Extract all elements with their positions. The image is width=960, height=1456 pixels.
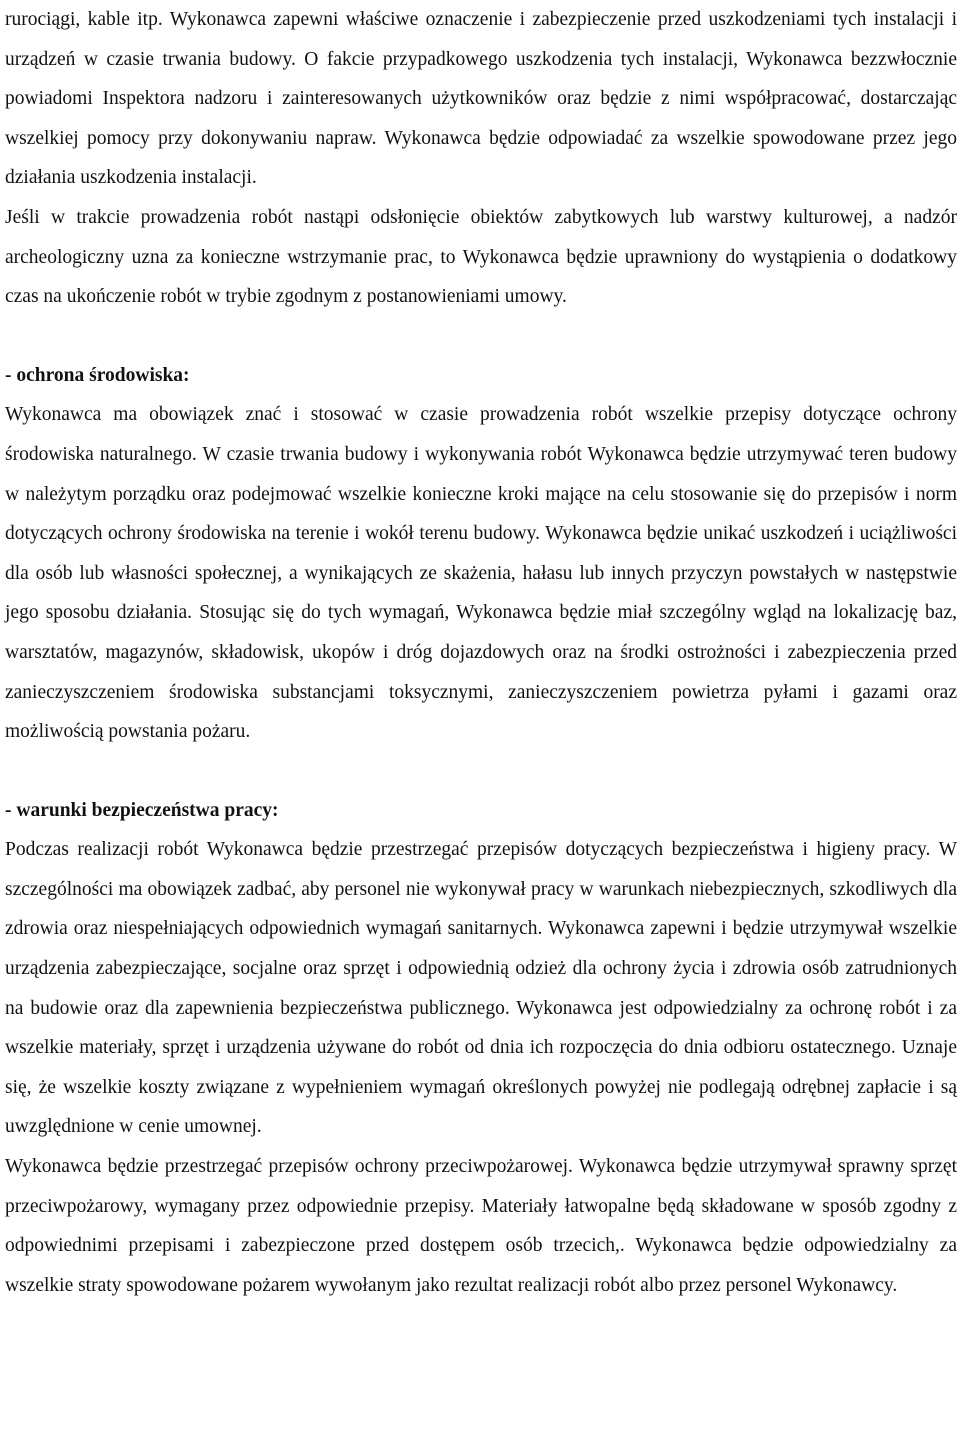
section-spacer [5,317,957,356]
paragraph-fire-protection: Wykonawca będzie przestrzegać przepisów ochrony przeciwpożarowej. Wykonawca będzie utrzymywał sprawny sprzęt przeciwpożarowy, wymagany przez odpowiednie przepisy. Materiały łatwopalne będą składowane w sposób zgodny z odpowiednimi przepisami i zabezpieczone przed dostępem osób trzecich,. Wykonawca będzie odpowiedzialny za wszelkie straty spowodowane pożarem wywołanym jako rezultat realizacji robót albo przez personel Wykonawcy. [5,1156,957,1296]
heading-work-safety: - warunki bezpieczeństwa pracy: [5,799,279,821]
section-spacer [5,752,957,791]
paragraph-utilities-damage: rurociągi, kable itp. Wykonawca zapewni właściwe oznaczenie i zabezpieczenie przed uszkodzeniami tych instalacji i urządzeń w czasie trwania budowy. O fakcie przypadkowego uszkodzenia tych instalacji, Wykonawca bezzwłocznie powiadomi Inspektora nadzoru i zainteresowanych użytkowników oraz będzie z nimi współpracować, dostarczając wszelkiej pomocy przy dokonywaniu napraw. Wykonawca będzie odpowiadać za wszelkie spowodowane przez jego działania uszkodzenia instalacji. [5,9,957,189]
paragraph-work-safety: Podczas realizacji robót Wykonawca będzie przestrzegać przepisów dotyczących bezpieczeństwa i higieny pracy. W szczególności ma obowiązek zadbać, aby personel nie wykonywał pracy w warunkach niebezpiecznych, szkodliwych dla zdrowia oraz niespełniających odpowiednich wymagań sanitarnych. Wykonawca zapewni i będzie utrzymywał wszelkie urządzenia zabezpieczające, socjalne oraz sprzęt i odpowiednią odzież dla ochrony życia i zdrowia osób zatrudnionych na budowie oraz dla zapewnienia bezpieczeństwa publicznego. Wykonawca jest odpowiedzialny za ochronę robót i za wszelkie materiały, sprzęt i urządzenia używane do robót od dnia ich rozpoczęcia do dnia odbioru ostatecznego. Uznaje się, że wszelkie koszty związane z wypełnieniem wymagań określonych powyżej nie podlegają odrębnej zapłacie i są uwzględnione w cenie umownej. [5,839,957,1138]
document-page [5,0,957,1305]
paragraph-environmental-protection: Wykonawca ma obowiązek znać i stosować w czasie prowadzenia robót wszelkie przepisy dotyczące ochrony środowiska naturalnego. W czasie trwania budowy i wykonywania robót Wykonawca będzie utrzymywać teren budowy w należytym porządku oraz podejmować wszelkie konieczne kroki mające na celu stosowanie się do przepisów i norm dotyczących ochrony środowiska na terenie i wokół terenu budowy. Wykonawca będzie unikać uszkodzeń i uciążliwości dla osób lub własności społecznej, a wynikających ze skażenia, hałasu lub innych przyczyn powstałych w następstwie jego sposobu działania. Stosując się do tych wymagań, Wykonawca będzie miał szczególny wgląd na lokalizację baz, warsztatów, magazynów, składowisk, ukopów i dróg dojazdowych oraz na środki ostrożności i zabezpieczenia przed zanieczyszczeniem środowiska substancjami toksycznymi, zanieczyszczeniem powietrza pyłami i gazami oraz możliwością powstania pożaru. [5,404,957,743]
paragraph-archaeological-finds: Jeśli w trakcie prowadzenia robót nastąpi odsłonięcie obiektów zabytkowych lub warstwy kulturowej, a nadzór archeologiczny uzna za konieczne wstrzymanie prac, to Wykonawca będzie uprawniony do wystąpienia o dodatkowy czas na ukończenie robót w trybie zgodnym z postanowieniami umowy. [5,206,957,308]
heading-environmental-protection: - ochrona środowiska: [5,364,190,386]
